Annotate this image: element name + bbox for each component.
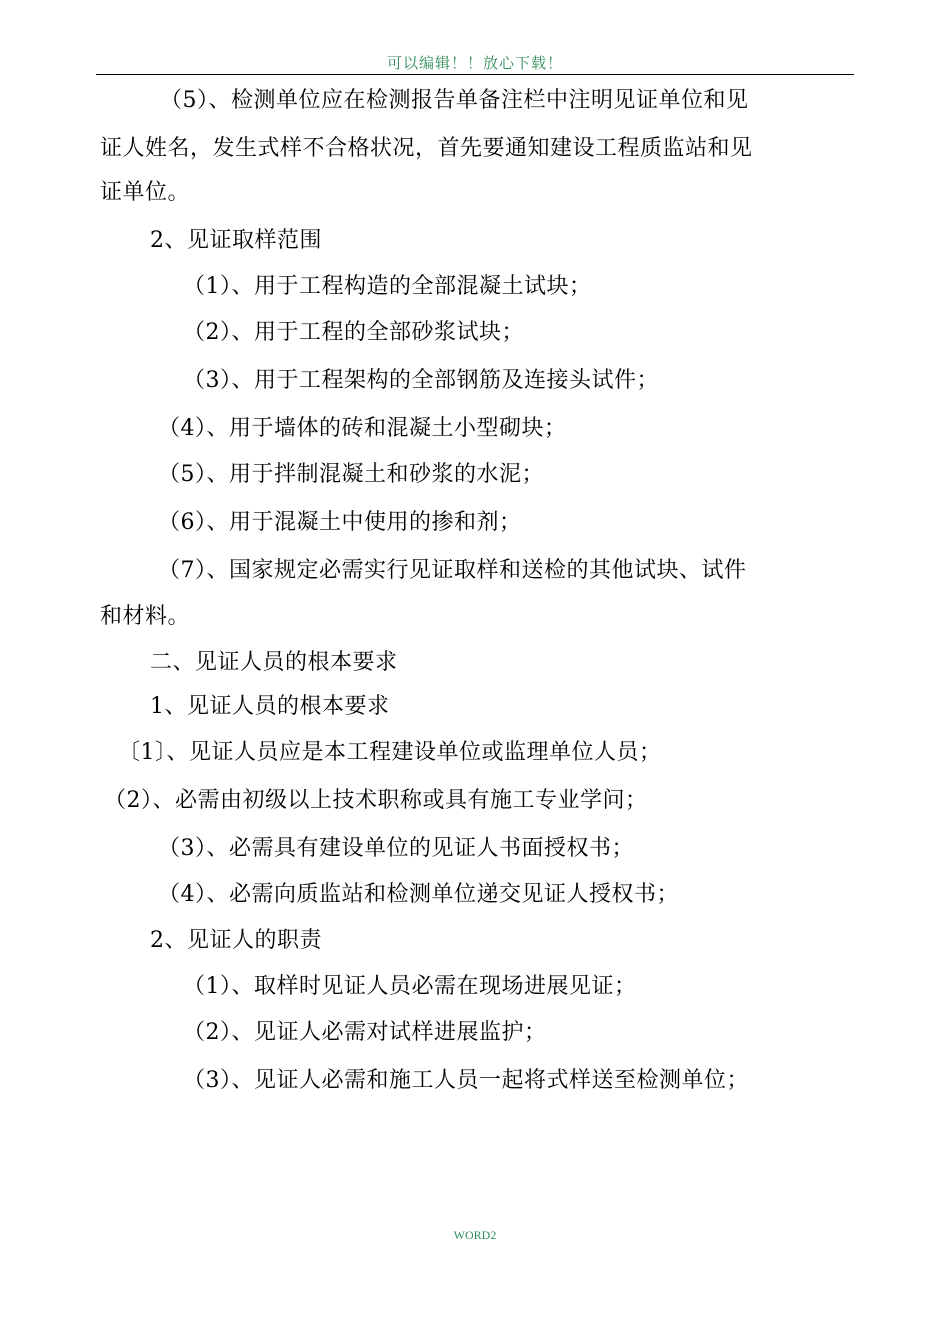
body-line: 证人姓名，发生式样不合格状况，首先要通知建设工程质监站和见 — [100, 136, 753, 161]
body-line: （3）、必需具有建设单位的见证人书面授权书； — [158, 836, 634, 861]
header-note: 可以编辑！！放心下载！ — [386, 54, 563, 72]
body-line: （2）、见证人必需对试样进展监护； — [183, 1020, 547, 1045]
body-line: 〔1〕、见证人员应是本工程建设单位或监理单位人员； — [118, 740, 662, 765]
body-line: 证单位。 — [100, 180, 191, 205]
body-line: 二、见证人员的根本要求 — [150, 650, 398, 675]
body-line: （2）、用于工程的全部砂浆试块； — [183, 320, 524, 345]
page-footer: WORD2 — [453, 1228, 497, 1242]
body-line: （1）、取样时见证人员必需在现场进展见证； — [183, 974, 637, 999]
body-line: （6）、用于混凝土中使用的掺和剂； — [158, 510, 522, 535]
body-line: 1、见证人员的根本要求 — [150, 694, 390, 719]
body-line: 2、见证人的职责 — [150, 928, 322, 953]
body-line: 2、见证取样范围 — [150, 228, 322, 253]
body-line: （2）、必需由初级以上技术职称或具有施工专业学问； — [104, 788, 648, 813]
body-line: （5）、检测单位应在检测报告单备注栏中注明见证单位和见 — [160, 88, 749, 113]
body-line: （3）、用于工程架构的全部钢筋及连接头试件； — [183, 368, 659, 393]
body-line: （7）、国家规定必需实行见证取样和送检的其他试块、试件 — [158, 558, 747, 583]
body-line: （1）、用于工程构造的全部混凝土试块； — [183, 274, 592, 299]
body-line: （5）、用于拌制混凝土和砂浆的水泥； — [158, 462, 544, 487]
body-line: （4）、用于墙体的砖和混凝土小型砌块； — [158, 416, 567, 441]
header-divider — [96, 74, 854, 75]
body-line: 和材料。 — [100, 604, 191, 629]
body-line: （4）、必需向质监站和检测单位递交见证人授权书； — [158, 882, 679, 907]
body-line: （3）、见证人必需和施工人员一起将式样送至检测单位； — [183, 1068, 749, 1093]
